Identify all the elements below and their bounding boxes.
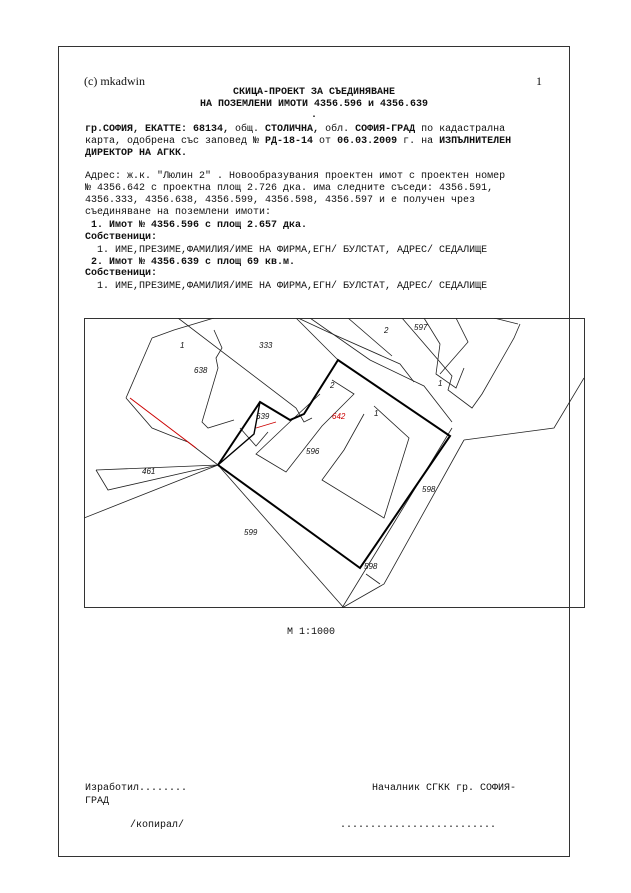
- property-1-owners-label: Собственици:: [85, 232, 158, 243]
- label-638: 638: [194, 366, 208, 375]
- obsht-label: общ.: [229, 124, 266, 135]
- intro-line-3: ДИРЕКТОР НА АГКК.: [85, 148, 188, 159]
- chief-title: Началник СГКК гр. СОФИЯ-: [372, 783, 517, 794]
- municipality: СТОЛИЧНА,: [265, 124, 320, 135]
- copyright: (c) mkadwin: [84, 74, 145, 88]
- signature-dots: ..........................: [340, 820, 497, 831]
- region: СОФИЯ-ГРАД: [355, 124, 416, 135]
- title-line-1: СКИЦА-ПРОЕКТ ЗА СЪЕДИНЯВАНЕ: [232, 87, 396, 98]
- label-598b: 598: [364, 562, 378, 571]
- label-598: 598: [422, 485, 436, 494]
- label-639: 639: [256, 412, 270, 421]
- obl-label: обл.: [319, 124, 356, 135]
- title-line-2: НА ПОЗЕМЛЕНИ ИМОТИ 4356.596 и 4356.639: [199, 99, 429, 110]
- label-599: 599: [244, 528, 258, 537]
- order-number: РД-18-14: [265, 136, 314, 147]
- label-building-2: 2: [384, 326, 389, 335]
- label-building-1: 1: [180, 341, 185, 350]
- page-number: 1: [536, 74, 542, 88]
- order-label: карта, одобрена със заповед №: [85, 136, 266, 147]
- label-461: 461: [142, 467, 156, 476]
- label-building-5: 1: [438, 379, 443, 388]
- address-line-3: 4356.333, 4356.638, 4356.599, 4356.598, 4356.597 и е получен чрез: [85, 195, 476, 206]
- title-dot: .: [310, 110, 317, 121]
- property-2-owner: 1. ИМЕ,ПРЕЗИМЕ,ФАМИЛИЯ/ИМЕ НА ФИРМА,ЕГН/ БУЛСТАТ, АДРЕС/ СЕДАЛИЩЕ: [85, 281, 488, 292]
- label-333: 333: [259, 341, 273, 350]
- authority-1: ИЗПЪЛНИТЕЛЕН: [439, 136, 512, 147]
- cadastral-sketch: [84, 318, 585, 608]
- cadastral-map: [84, 318, 585, 608]
- label-597: 597: [414, 323, 428, 332]
- city: гр.СОФИЯ, ЕКАТТЕ: 68134,: [85, 124, 230, 135]
- property-1-heading: 1. Имот № 4356.596 с площ 2.657 дка.: [85, 220, 308, 231]
- year-label: г. на: [397, 136, 440, 147]
- label-building-4: 1: [374, 409, 379, 418]
- red-boundary-line: [130, 398, 196, 448]
- address-line-4: съединяване на поземлени имоти:: [85, 207, 272, 218]
- intro-line-1: [85, 124, 505, 135]
- red-boundary-line-2: [256, 422, 276, 428]
- label-building-3: 2: [330, 381, 335, 390]
- cadastral-label: по кадастрална: [415, 124, 506, 135]
- from-label: от: [313, 136, 338, 147]
- label-596: 596: [306, 447, 320, 456]
- chief-title-city: ГРАД: [85, 796, 110, 807]
- property-2-heading: 2. Имот № 4356.639 с площ 69 кв.м.: [85, 257, 296, 268]
- property-2-owners-label: Собственици:: [85, 268, 158, 279]
- address-line-2: № 4356.642 с проектна площ 2.726 дка. има следните съседи: 4356.591,: [85, 183, 494, 194]
- parcel-boundaries: [84, 318, 584, 608]
- intro-line-2: [85, 136, 511, 147]
- copied-by: /копирал/: [130, 820, 185, 831]
- address-line-1: Адрес: ж.к. "Люлин 2" . Новообразувания проектен имот с проектен номер: [85, 171, 506, 182]
- property-1-owner: 1. ИМЕ,ПРЕЗИМЕ,ФАМИЛИЯ/ИМЕ НА ФИРМА,ЕГН/ БУЛСТАТ, АДРЕС/ СЕДАЛИЩЕ: [85, 245, 488, 256]
- order-date: 06.03.2009: [337, 136, 398, 147]
- label-642: 642: [332, 412, 346, 421]
- prepared-by: Изработил........: [85, 783, 188, 794]
- scale-label: М 1:1000: [287, 627, 336, 638]
